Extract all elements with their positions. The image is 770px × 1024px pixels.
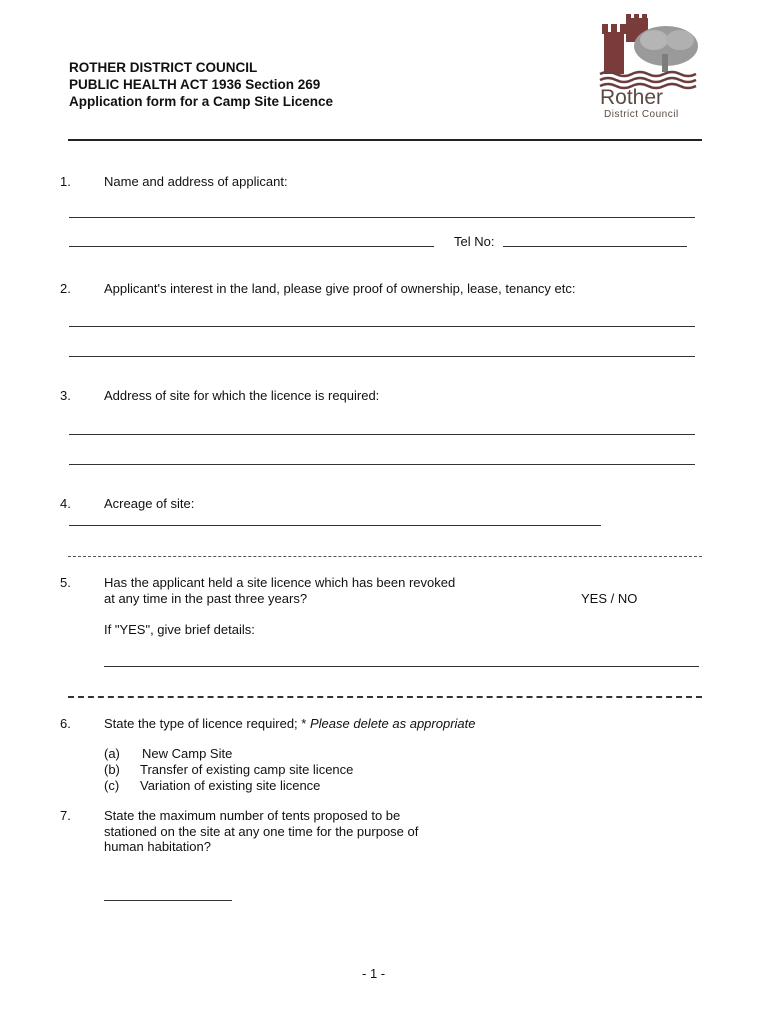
q2-label: Applicant's interest in the land, please give proof of ownership, lease, tenancy etc: <box>104 281 576 296</box>
section-divider-2 <box>68 696 702 698</box>
castle-tree-logo-icon <box>596 14 706 94</box>
council-name: ROTHER DISTRICT COUNCIL <box>69 60 258 75</box>
q6-option-b[interactable]: Transfer of existing camp site licence <box>140 762 354 777</box>
q6-label-text: State the type of licence required; * <box>104 716 307 731</box>
q1-name-line[interactable] <box>69 217 695 218</box>
section-divider-1 <box>68 556 702 557</box>
q6-number: 6. <box>60 716 71 731</box>
q1-address-line[interactable] <box>69 246 434 247</box>
q4-line[interactable] <box>69 525 601 526</box>
act-reference: PUBLIC HEALTH ACT 1936 Section 269 <box>69 77 321 92</box>
q5-label-1: Has the applicant held a site licence which has been revoked <box>104 575 456 590</box>
q1-tel-line[interactable] <box>503 246 687 247</box>
q2-line-1[interactable] <box>69 326 695 327</box>
q7-number: 7. <box>60 808 71 823</box>
q3-label: Address of site for which the licence is required: <box>104 388 380 403</box>
q5-details-line[interactable] <box>104 666 699 667</box>
q4-number: 4. <box>60 496 71 511</box>
q6-option-a[interactable]: New Camp Site <box>142 746 233 761</box>
logo-name: Rother <box>600 86 664 109</box>
q1-number: 1. <box>60 174 71 189</box>
q7-label-2: stationed on the site at any one time for the purpose of <box>104 824 419 839</box>
q6-note: Please delete as appropriate <box>309 716 476 731</box>
q6-option-b-key: (b) <box>104 762 120 777</box>
rother-logo <box>596 14 706 124</box>
q5-if-yes: If "YES", give brief details: <box>104 622 255 637</box>
q2-line-2[interactable] <box>69 356 695 357</box>
q6-option-c[interactable]: Variation of existing site licence <box>140 778 321 793</box>
logo-subtitle: District Council <box>604 109 679 120</box>
header-rule <box>68 139 702 141</box>
q5-yes-no[interactable]: YES / NO <box>581 591 638 606</box>
q1-label: Name and address of applicant: <box>104 174 288 189</box>
q3-line-1[interactable] <box>69 434 695 435</box>
q4-label: Acreage of site: <box>104 496 195 511</box>
page-number: - 1 - <box>362 966 386 981</box>
q6-label <box>104 716 476 732</box>
q6-option-c-key: (c) <box>104 778 120 793</box>
q1-tel-label: Tel No: <box>454 234 495 249</box>
q5-label-2: at any time in the past three years? <box>104 591 308 606</box>
q7-answer-line[interactable] <box>104 900 232 901</box>
q3-number: 3. <box>60 388 71 403</box>
q3-line-2[interactable] <box>69 464 695 465</box>
q7-label-3: human habitation? <box>104 839 211 854</box>
q5-number: 5. <box>60 575 71 590</box>
form-title: Application form for a Camp Site Licence <box>69 94 334 109</box>
q7-label-1: State the maximum number of tents proposed to be <box>104 808 401 823</box>
q6-option-a-key: (a) <box>104 746 120 761</box>
q2-number: 2. <box>60 281 71 296</box>
